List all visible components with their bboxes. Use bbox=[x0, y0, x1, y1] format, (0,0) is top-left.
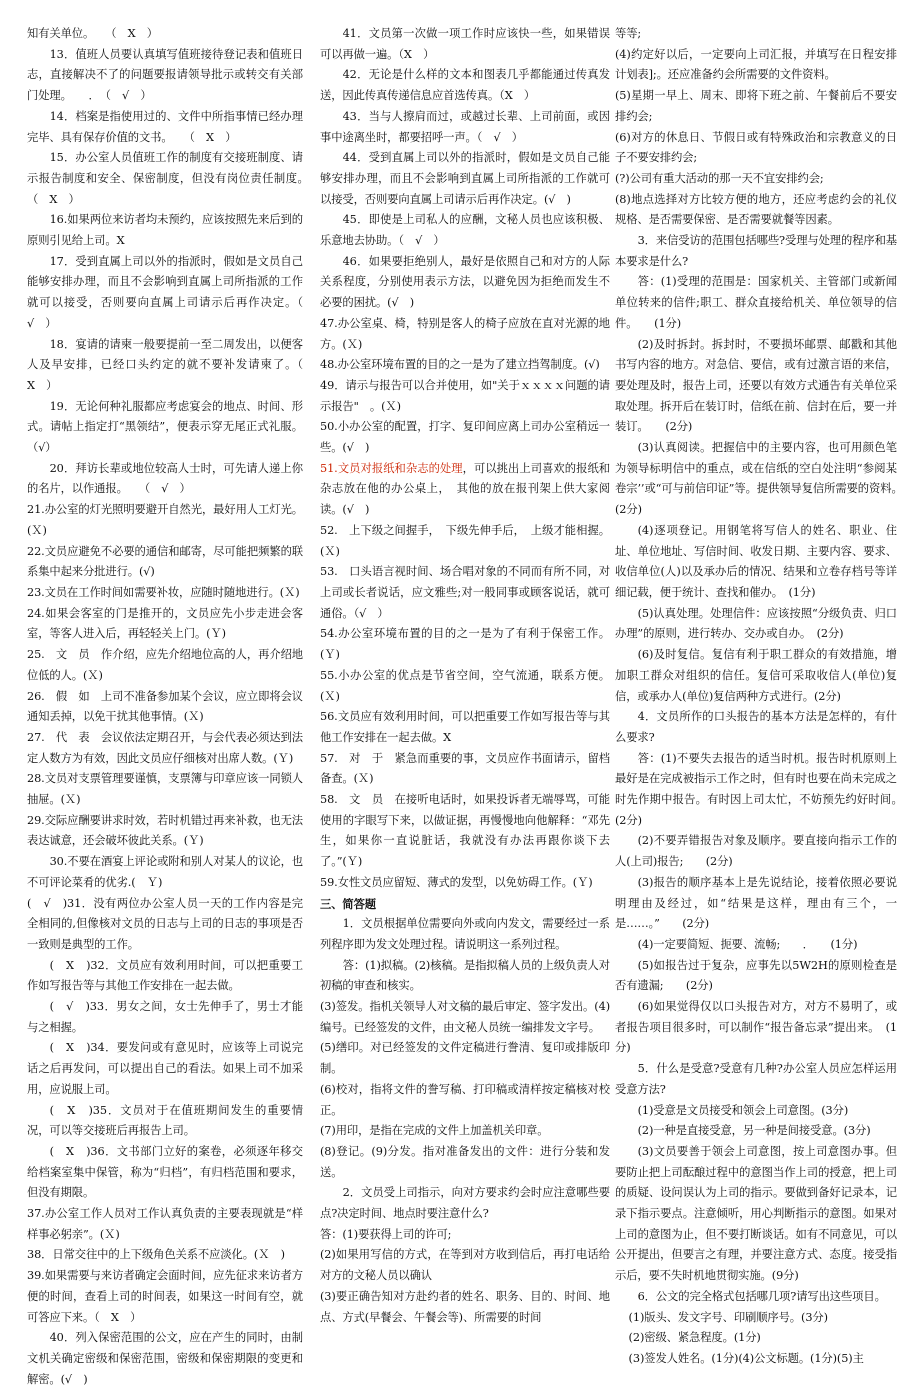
text-paragraph: (2)一种是直接受意，另一种是间接受意。(3分) bbox=[637, 1124, 871, 1138]
text-paragraph: 43．当与人擦肩而过，或越过长辈、上司前面，或因事中途离坐时，都要招呼一声。（ √ ） bbox=[320, 109, 610, 144]
text-paragraph: 13．值班人员要认真填写值班接待登记表和值班日志，直接解决不了的问题要报请领导批示或转交有关部门处理。 ． （ √ ） bbox=[27, 47, 303, 103]
text-paragraph: 25. 文 员 作介绍，应先介绍地位高的人，再介绍地位低的人。(Ｘ) bbox=[27, 648, 303, 682]
text-paragraph: (2)如果用写信的方式，在等到对方收到信后，再打电话给对方的文秘人员以确认 bbox=[320, 1248, 610, 1283]
text-paragraph: 28.文员对支票管理要谨慎，支票簿与印章应该一同锁人抽屉。(Ｘ) bbox=[27, 772, 303, 807]
text-paragraph: 45．即使是上司私人的应酬，文秘人员也应该积极、乐意地去协助。（ √ ） bbox=[320, 213, 610, 248]
text-paragraph: 23.文员在工作时间如需要补妆，应随时随地进行。(Ｘ) bbox=[27, 585, 300, 599]
text-paragraph: 55.小办公室的优点是节省空间，空气流通，联系方便。(Ｘ) bbox=[320, 668, 610, 703]
text-paragraph: 15．办公室人员值班工作的制度有交接班制度、请示报告制度和安全、保密制度，但没有岗位责任制度。 （ X ） bbox=[27, 151, 326, 206]
text-paragraph: 6．公文的完全格式包括哪几项?请写出这些项目。 bbox=[637, 1289, 886, 1303]
text-paragraph: 16.如果两位来访者均未预约，应该按照先来后到的原则引见给上司。X bbox=[27, 213, 303, 248]
text-paragraph: 等等; bbox=[615, 27, 642, 40]
text-paragraph: 答：(1)不要失去报告的适当时机。报告时机原则上最好是在完成被指示工作之时，但有时也要在尚未完成之时先作期中报告。有时因上司太忙，不妨预先约好时间。 (2分) bbox=[615, 751, 909, 827]
text-paragraph: 49．请示与报告可以合并使用，如"关于ｘｘｘｘ问题的请示报告" 。(Ｘ) bbox=[320, 378, 610, 413]
text-paragraph: 答：(1)要获得上司的许可; bbox=[320, 1227, 452, 1241]
text-paragraph: (1)版头、发文字号、印刷顺序号。(3分) bbox=[628, 1310, 828, 1324]
text-paragraph: 42．无论是什么样的文本和图表几乎都能通过传真发送，因此传真传递信息应首选传真。（X ） bbox=[320, 68, 610, 103]
text-paragraph: 26. 假 如 上司不准备参加某个会议，应立即将会议通知丢掉，以免干扰其他事情。(Ｘ) bbox=[27, 689, 303, 724]
text-paragraph: 38．日常交往中的上下级角色关系不应淡化。(Ｘ ) bbox=[27, 1248, 285, 1262]
text-paragraph: 4．文员所作的口头报告的基本方法是怎样的，有什么要求? bbox=[615, 710, 897, 744]
text-paragraph: (6)如果觉得仅以口头报告对方，对方不易明了，或者报告项目很多时，可以制作“报告备忘录”提出来。 (1分) bbox=[615, 1000, 897, 1055]
text-paragraph: 57. 对 于 紧急而重要的事，文员应作书面请示，留档备查。(Ｘ) bbox=[320, 751, 610, 786]
text-paragraph: (6)校对，指将文件的誊写稿、打印稿或清样按定稿核对校正。 bbox=[320, 1082, 610, 1117]
text-paragraph: (2)不要弄错报告对象及顺序。要直接向指示工作的人(上司)报告; (2分) bbox=[615, 834, 897, 869]
text-paragraph: 53. 口头语言视时间、场合唱对象的不同而有所不同，对上司或长者说话，应文雅些;对一般同事或顾客说话，就可通俗。（√ ） bbox=[320, 565, 610, 620]
text-paragraph: ( X )34．要发问或有意见时，应该等上司说完话之后再发问，可以提出自己的看法。如果上司不加采用，应说服上司。 bbox=[27, 1041, 303, 1096]
text-paragraph: 41．文员第一次做一项工作时应该快一些，如果错误可以再做一遍。（X ） bbox=[320, 27, 610, 61]
text-paragraph: ( √ )33．男女之间，女士先伸手了，男士才能与之相握。 bbox=[27, 1000, 303, 1034]
text-paragraph: (8)地点选择对方比较方便的地方，还应考虑约会的礼仪规格、是否需要保密、是否需要就餐等因素。 bbox=[615, 192, 897, 227]
text-paragraph: (?)公司有重大活动的那一天不宜安排约会; bbox=[615, 171, 824, 185]
text-paragraph: 48.办公室环境布置的目的之一是为了建立挡驾制度。(√) bbox=[320, 358, 600, 372]
text-paragraph: 24.如果会客室的门是推开的，文员应先小步走进会客室，等客人进入后，再轻轻关上门。(Ｙ) bbox=[27, 606, 303, 641]
text-paragraph: (3)要正确告知对方赴约者的姓名、职务、目的、时间、地点、方式(早餐会、午餐会等)、所需要的时间 bbox=[320, 1289, 610, 1324]
column-left bbox=[27, 24, 326, 1390]
text-paragraph: (5)认真处理。处理信件：应该按照“分级负责、归口办理”的原则，进行转办、交办或自办。 (2分) bbox=[615, 606, 897, 641]
text-paragraph: 18．宴请的请柬一般要提前一至二周发出，以便客人及早安排，已经口头约定的就不要补发请柬了。（ X ） bbox=[27, 337, 315, 392]
column-middle bbox=[320, 24, 610, 1328]
text-paragraph: 21.办公室的灯光照明要避开自然光，最好用人工灯光。(Ｘ) bbox=[27, 503, 303, 537]
text-paragraph: (8)登记。(9)分发。指对准备发出的文件：进行分装和发送。 bbox=[320, 1144, 610, 1179]
text-paragraph: 2．文员受上司指示，向对方要求约会时应注意哪些要点?决定时间、地点时要注意什么? bbox=[320, 1186, 610, 1221]
text-paragraph: (3)报告的顺序基本上是先说结论，接着依照必要说明理由及经过，如“结果是这样，理由有三个，一是……。” (2分) bbox=[615, 875, 897, 931]
text-paragraph: 1．文员根据单位需要向外或向内发文，需要经过一系列程序即为发文处理过程。请说明这一系列过程。 bbox=[320, 917, 610, 951]
text-paragraph: 56.文员应有效利用时间，可以把重要工作如写报告等与其他工作安排在一起去做。X bbox=[320, 710, 610, 744]
text-paragraph: (3)签发人姓名。(1分)(4)公文标题。(1分)(5)主 bbox=[628, 1352, 864, 1365]
text-paragraph: (5)如报告过于复杂，应事先以5W2H的原则检查是否有遗漏; (2分) bbox=[615, 958, 897, 993]
text-paragraph: (7)用印，是指在完成的文件上加盖机关印章。 bbox=[320, 1124, 549, 1138]
text-paragraph: 54.办公室环境布置的目的之一是为了有利于保密工作。(Ｙ) bbox=[320, 627, 610, 662]
highlighted-text: 51.文员对报纸和杂志的处理 bbox=[320, 461, 463, 475]
text-paragraph: 20．拜访长辈或地位较高人士时，可先请人递上你的名片，以作通报。 （ √ ） bbox=[27, 461, 303, 496]
text-paragraph: (3)签发。指机关领导人对文稿的最后审定、签字发出。(4)编号。已经签发的文件，由文秘人员统一编排发文字号。 bbox=[320, 1000, 610, 1034]
text-paragraph: (3)认真阅读。把握信中的主要内容，也可用颜色笔为领导标明信中的重点，或在信纸的空白处注明“参阅某卷宗’’或“可与前信印证”等。提供领导复信所需要的资料。 (2分) bbox=[615, 441, 920, 517]
text-paragraph: ( √ )31．没有两位办公室人员一天的工作内容是完全相同的,但像核对文员的日志与上司的日志的事项是否一致则是典型的工作。 bbox=[27, 896, 303, 951]
text-paragraph: 5．什么是受意?受意有几种?办公室人员应怎样运用受意方法? bbox=[615, 1062, 897, 1096]
text-paragraph: 22.文员应避免不必要的通信和邮寄，尽可能把频繁的联系集中起来分批进行。(√) bbox=[27, 544, 303, 579]
text-paragraph: (4)逐项登记。用钢笔将写信人的姓名、职业、住址、单位地址、写信时间、收发日期、主要内容、要求、收信单位(人)以及承办后的情况、结果和立卷存档号等详细记载，便于统计、查找和催办。 (1分) bbox=[615, 523, 897, 599]
text-paragraph: 44．受到直属上司以外的指派时，假如是文员自己能够安排办理，而且不会影响到直属上司所指派的工作就可以接受，否则要向直属上司请示后再作决定。(√ ) bbox=[320, 151, 610, 206]
text-paragraph: 58. 文 员 在接听电话时，如果投诉者无端辱骂，可能使用的字眼写下来，以做证据，再慢慢地向他解释：“邓先生，如果你一直说脏话，我就没有办法再跟你谈下去了。”(Ｙ) bbox=[320, 793, 610, 869]
text-paragraph: 14．档案是指使用过的、文件中所指事情已经办理完毕、具有保存价值的文书。 （ X ） bbox=[27, 109, 303, 144]
text-paragraph: (5)缮印。对已经签发的文件定稿进行誊清、复印或排版印制。 bbox=[320, 1041, 610, 1076]
text-paragraph: (5)星期一早上、周末、即将下班之前、午餐前后不要安排约会; bbox=[615, 89, 897, 123]
text-paragraph: 59.女性文员应留短、薄式的发型，以免妨碍工作。(Ｙ) bbox=[320, 875, 593, 889]
text-paragraph: (4)一定要简短、扼要、流畅; ． (1分) bbox=[637, 937, 858, 951]
text-paragraph: 29.交际应酬要讲求时效，若时机错过再来补救，也无法表达诚意，还会破坏彼此关系。(Ｙ) bbox=[27, 813, 303, 848]
text-paragraph: ( X )35．文员对于在值班期间发生的重要情况，可以等交接班后再报告上司。 bbox=[27, 1103, 303, 1138]
text-paragraph: 46．如果要拒绝别人，最好是依照自己和对方的人际关系程度，分别使用表示方法，以避免因为拒绝而发生不必要的困扰。(√ ) bbox=[320, 254, 610, 310]
text-paragraph: (2)密级、紧急程度。(1分) bbox=[628, 1331, 761, 1345]
text-paragraph: 51.文员对报纸和杂志的处理，可以挑出上司喜欢的报纸和杂志放在他的办公桌上， 其他的放在报刊架上供大家阅读。(√ ) bbox=[320, 461, 610, 517]
text-paragraph: (2)及时拆封。拆封时，不要损坏邮票、邮戳和其他书写内容的地方。对急信、要信，或有过激言语的来信，要处理及时，报告上司，还要以有效方式通告有关单位采取处理。拆开后在装订时，信纸在前、信封在后，要一并装订。 (2分) bbox=[615, 337, 897, 434]
text-paragraph: 47.办公室桌、椅，特别是客人的椅子应放在直对光源的地方。(Ｘ) bbox=[320, 316, 610, 351]
text-paragraph: ( X )36．文书部门立好的案卷，必须逐年移交给档案室集中保管，称为“归档”，有归档范围和要求，但没有期限。 bbox=[27, 1144, 303, 1200]
text-paragraph: (3)文员要善于领会上司意图，按上司意图办事。但要防止把上司酝酿过程中的意图当作上司的授意，把上司的质疑、设问误认为上司的指示。要做到备好记录本，记录下指示要点。注意倾听，用心判断指示的意图。如果对上司的意图为止，但不要打断谈话。如有不同意见，可以公开提出，但要言之有理，并要注意方式、态度。接受指示后，要不失时机地贯彻实施。(9分) bbox=[615, 1144, 897, 1283]
text-paragraph: (4)约定好以后，一定要向上司汇报，并填写在日程安排计划表];。还应准备约会所需要的文件资料。 bbox=[615, 47, 897, 82]
text-paragraph: 答：(1)拟稿。(2)核稿。是指拟稿人员的上级负责人对初稿的审查和核实。 bbox=[320, 958, 610, 993]
text-paragraph: 答：(1)受理的范围是：国家机关、主管部门或新闻单位转来的信件;职工、群众直接给机关、单位领导的信件。 (1分) bbox=[615, 275, 897, 330]
text-paragraph: 30.不要在酒宴上评论或附和别人对某人的议论，也不可评论菜肴的优劣.( Ｙ) bbox=[27, 855, 303, 889]
text-paragraph: 3．来信受访的范围包括哪些?受理与处理的程序和基本要求是什么? bbox=[615, 234, 897, 268]
text-paragraph: 19．无论何种礼服都应考虑宴会的地点、时间、形式。请帖上指定打“黑领结”，便表示穿无尾正式礼服。（√） bbox=[27, 399, 303, 455]
text-paragraph: 39.如果需要与来访者确定会面时间，应先征求来访者方便的时间，查看上司的时间表，如果这一时间有空，就可答应下来。（ X ） bbox=[27, 1269, 303, 1324]
text-paragraph: 17．受到直属上司以外的指派时，假如是文员自己能够安排办理，而且不会影响到直属上司所指派的工作就可以接受，否则要向直属上司请示后再作决定。（ √ ） bbox=[27, 254, 315, 330]
text-paragraph: 37.办公室工作人员对工作认真负责的主要表现就是“样样事必躬亲”。(Ｘ) bbox=[27, 1207, 303, 1241]
text-paragraph: (6)及时复信。复信有利于职工群众的有效措施，增加职工群众对组织的信任。复信可采取收信人(单位)复信，或承办人(单位)复信两种方式进行。(2分) bbox=[615, 648, 897, 703]
column-right bbox=[615, 24, 920, 1370]
text-paragraph: 40．列入保密范围的公文，应在产生的同时，由制文机关确定密级和保密范围，密级和保密期限的变更和解密。(√ ) bbox=[27, 1331, 303, 1386]
text-paragraph: 52. 上下级之间握手， 下级先伸手后， 上级才能相握。(Ｘ) bbox=[320, 523, 610, 558]
text-paragraph: (6)对方的休息日、节假日或有特殊政治和宗教意义的日子不要安排约会; bbox=[615, 130, 897, 165]
text-paragraph: 知有关单位。 （ X ） bbox=[27, 27, 159, 40]
text-paragraph: 27. 代 表 会议依法定期召开，与会代表必须达到法定人数方为有效，因此文员应仔细核对出席人数。(Ｙ) bbox=[27, 730, 303, 765]
text-paragraph: ( X )32．文员应有效利用时间，可以把重要工作如写报告等与其他工作安排在一起去做。 bbox=[27, 958, 303, 993]
text-paragraph: (1)受意是文员接受和领会上司意图。(3分) bbox=[637, 1103, 849, 1117]
text-paragraph: 50.小办公室的配置，打字、复印间应离上司办公室稍远一些。(√ ) bbox=[320, 420, 610, 455]
section-heading: 三、简答题 bbox=[320, 896, 376, 911]
